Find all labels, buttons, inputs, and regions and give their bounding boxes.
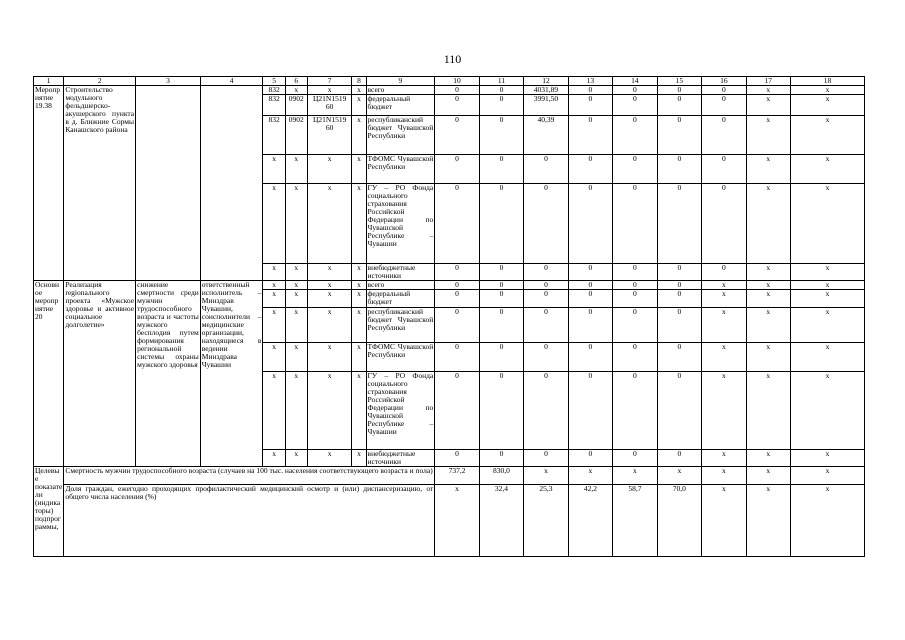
measure-responsible: [200, 86, 263, 281]
year-value: 0: [524, 343, 568, 372]
year-value: 0: [568, 450, 612, 467]
indicators-label: Целевые показатели (индикаторы) подпрограммы,: [34, 467, 64, 557]
year-value: x: [702, 281, 746, 290]
year-value: x: [791, 290, 865, 308]
indicator-value: 42,2: [568, 485, 612, 557]
year-value: 0: [613, 184, 657, 264]
year-value: 0: [568, 155, 612, 184]
target-article-code: x: [307, 290, 351, 308]
column-number-8: 8: [352, 77, 366, 86]
year-value: x: [791, 343, 865, 372]
column-number-row: [34, 77, 865, 86]
year-value: x: [791, 264, 865, 281]
year-value: 0: [702, 264, 746, 281]
expense-type-code: x: [352, 343, 366, 372]
section-code: 0902: [285, 116, 307, 155]
year-value: 0: [479, 116, 523, 155]
year-value: x: [702, 372, 746, 450]
year-value: 0: [435, 281, 479, 290]
year-value: 0: [524, 264, 568, 281]
year-value: 0: [613, 450, 657, 467]
column-number-6: 6: [285, 77, 307, 86]
column-number-11: 11: [479, 77, 523, 86]
year-value: 0: [613, 155, 657, 184]
year-value: 0: [568, 290, 612, 308]
year-value: 0: [568, 308, 612, 343]
year-value: x: [746, 450, 790, 467]
section-code: x: [285, 290, 307, 308]
year-value: 0: [435, 95, 479, 116]
year-value: x: [746, 95, 790, 116]
year-value: 0: [613, 86, 657, 95]
section-code: x: [285, 308, 307, 343]
grbs-code: x: [263, 184, 285, 264]
target-article-code: x: [307, 281, 351, 290]
indicator-text: Доля граждан, ежегодно проходящих профилактический медицинский осмотр и (или) диспансеризацию, от общего числа населения (%): [64, 485, 435, 557]
year-value: 0: [657, 450, 701, 467]
indicator-value: x: [791, 467, 865, 485]
year-value: 3991,50: [524, 95, 568, 116]
column-number-5: 5: [263, 77, 285, 86]
target-article-code: x: [307, 308, 351, 343]
target-article-code: x: [307, 450, 351, 467]
column-number-15: 15: [657, 77, 701, 86]
indicator-value: x: [657, 467, 701, 485]
grbs-code: 832: [263, 95, 285, 116]
column-number-2: 2: [64, 77, 136, 86]
measure-name: Реализация regionального проекта «Мужское здоровье и активное социальное долголетие»: [64, 281, 136, 467]
year-value: 0: [435, 116, 479, 155]
indicator-value: 70,0: [657, 485, 701, 557]
measure-label: Мероприятие 19.38: [34, 86, 64, 281]
year-value: 40,39: [524, 116, 568, 155]
indicator-row: [34, 485, 865, 557]
expense-type-code: x: [352, 155, 366, 184]
year-value: 0: [435, 264, 479, 281]
year-value: x: [746, 308, 790, 343]
year-value: 0: [568, 281, 612, 290]
target-article-code: x: [307, 372, 351, 450]
year-value: 0: [479, 95, 523, 116]
year-value: x: [791, 155, 865, 184]
expense-type-code: x: [352, 264, 366, 281]
year-value: 0: [613, 281, 657, 290]
year-value: 0: [613, 95, 657, 116]
target-article-code: x: [307, 343, 351, 372]
expense-type-code: x: [352, 372, 366, 450]
year-value: 0: [568, 343, 612, 372]
measure-name: Строительство модульного фельдшерско-акушерского пункта в д. Ближние Сормы Канашского района: [64, 86, 136, 281]
funding-source: ГУ – РО Фонда социального страхования Российской Федерации по Чувашской Республике – Чувашии: [366, 372, 435, 450]
year-value: x: [702, 343, 746, 372]
column-number-16: 16: [702, 77, 746, 86]
indicator-value: x: [746, 485, 790, 557]
indicator-value: x: [702, 467, 746, 485]
year-value: 0: [524, 450, 568, 467]
grbs-code: x: [263, 290, 285, 308]
indicator-value: 32,4: [479, 485, 523, 557]
year-value: 0: [568, 86, 612, 95]
indicator-value: x: [568, 467, 612, 485]
page-number: 110: [443, 52, 462, 66]
section-code: x: [285, 281, 307, 290]
expense-type-code: x: [352, 86, 366, 95]
section-code: x: [285, 343, 307, 372]
target-article-code: x: [307, 86, 351, 95]
column-number-14: 14: [613, 77, 657, 86]
year-value: 0: [657, 290, 701, 308]
indicator-value: x: [746, 467, 790, 485]
table-row: [34, 86, 865, 95]
year-value: x: [702, 290, 746, 308]
funding-source: всего: [366, 86, 435, 95]
indicator-value: x: [524, 467, 568, 485]
year-value: x: [791, 281, 865, 290]
year-value: 0: [657, 184, 701, 264]
funding-source: республиканский бюджет Чувашской Республики: [366, 116, 435, 155]
grbs-code: x: [263, 281, 285, 290]
year-value: 0: [524, 372, 568, 450]
year-value: 0: [524, 184, 568, 264]
year-value: 0: [435, 343, 479, 372]
indicator-text: Смертность мужчин трудоспособного возраста (случаев на 100 тыс. населения соответствующего возраста и пола): [64, 467, 435, 485]
section-code: x: [285, 450, 307, 467]
year-value: 0: [657, 343, 701, 372]
funding-source: республиканский бюджет Чувашской Республики: [366, 308, 435, 343]
year-value: 0: [568, 184, 612, 264]
indicator-value: x: [613, 467, 657, 485]
year-value: x: [746, 290, 790, 308]
year-value: x: [746, 86, 790, 95]
year-value: 0: [524, 290, 568, 308]
year-value: 0: [702, 86, 746, 95]
target-article-code: Ц21N1519 60: [307, 116, 351, 155]
indicator-value: x: [435, 485, 479, 557]
grbs-code: x: [263, 450, 285, 467]
funding-source: ТФОМС Чувашской Республики: [366, 155, 435, 184]
funding-source: ТФОМС Чувашской Республики: [366, 343, 435, 372]
target-article-code: x: [307, 184, 351, 264]
grbs-code: x: [263, 264, 285, 281]
grbs-code: 832: [263, 116, 285, 155]
year-value: 0: [435, 372, 479, 450]
year-value: 0: [479, 184, 523, 264]
measure-responsible: ответственный исполнитель – Минздрав Чувашии, соисполнители – медицинские организации, находящиеся в ведении Минздрава Чувашии: [200, 281, 263, 467]
section-code: 0902: [285, 95, 307, 116]
year-value: x: [791, 308, 865, 343]
expense-type-code: x: [352, 308, 366, 343]
measure-target: снижение смертности среди мужчин трудоспособного возраста и частоты мужского бесплодия путем формирования региональной системы охраны мужского здоровья: [136, 281, 201, 467]
year-value: x: [791, 184, 865, 264]
funding-source: всего: [366, 281, 435, 290]
grbs-code: x: [263, 155, 285, 184]
indicator-row: [34, 467, 865, 485]
year-value: 0: [479, 343, 523, 372]
year-value: 0: [479, 155, 523, 184]
column-number-18: 18: [791, 77, 865, 86]
year-value: 0: [479, 372, 523, 450]
expense-type-code: x: [352, 95, 366, 116]
program-budget-table: [33, 76, 865, 557]
section-code: x: [285, 86, 307, 95]
year-value: 0: [613, 343, 657, 372]
expense-type-code: x: [352, 184, 366, 264]
year-value: 0: [702, 95, 746, 116]
year-value: 0: [657, 372, 701, 450]
section-code: x: [285, 264, 307, 281]
year-value: 4031,89: [524, 86, 568, 95]
year-value: 0: [702, 184, 746, 264]
indicator-value: x: [702, 485, 746, 557]
year-value: x: [746, 343, 790, 372]
target-article-code: Ц21N1519 60: [307, 95, 351, 116]
year-value: 0: [435, 308, 479, 343]
target-article-code: x: [307, 155, 351, 184]
year-value: x: [746, 155, 790, 184]
section-code: x: [285, 155, 307, 184]
year-value: 0: [613, 290, 657, 308]
table-body: [34, 77, 865, 557]
column-number-4: 4: [200, 77, 263, 86]
year-value: 0: [479, 308, 523, 343]
year-value: 0: [435, 184, 479, 264]
year-value: 0: [435, 155, 479, 184]
year-value: x: [746, 281, 790, 290]
year-value: 0: [524, 308, 568, 343]
year-value: 0: [657, 308, 701, 343]
year-value: 0: [568, 116, 612, 155]
year-value: 0: [702, 116, 746, 155]
year-value: 0: [568, 95, 612, 116]
indicator-value: x: [791, 485, 865, 557]
column-number-3: 3: [136, 77, 201, 86]
column-number-1: 1: [34, 77, 64, 86]
year-value: 0: [613, 264, 657, 281]
column-number-7: 7: [307, 77, 351, 86]
column-number-9: 9: [366, 77, 435, 86]
year-value: 0: [657, 116, 701, 155]
year-value: x: [791, 372, 865, 450]
year-value: 0: [702, 155, 746, 184]
column-number-13: 13: [568, 77, 612, 86]
section-code: x: [285, 372, 307, 450]
year-value: 0: [613, 372, 657, 450]
year-value: 0: [568, 372, 612, 450]
grbs-code: 832: [263, 86, 285, 95]
year-value: 0: [435, 86, 479, 95]
year-value: x: [702, 450, 746, 467]
year-value: 0: [435, 290, 479, 308]
measure-label: Основное мероприятие 20: [34, 281, 64, 467]
section-code: x: [285, 184, 307, 264]
expense-type-code: x: [352, 116, 366, 155]
year-value: 0: [657, 281, 701, 290]
indicator-value: 25,3: [524, 485, 568, 557]
expense-type-code: x: [352, 281, 366, 290]
column-number-17: 17: [746, 77, 790, 86]
table-row: [34, 281, 865, 290]
year-value: x: [791, 95, 865, 116]
column-number-10: 10: [435, 77, 479, 86]
year-value: 0: [657, 95, 701, 116]
year-value: 0: [524, 281, 568, 290]
funding-source: внебюджетные источники: [366, 264, 435, 281]
year-value: 0: [657, 86, 701, 95]
year-value: x: [791, 450, 865, 467]
year-value: 0: [613, 116, 657, 155]
column-number-12: 12: [524, 77, 568, 86]
year-value: 0: [435, 450, 479, 467]
measure-target: [136, 86, 201, 281]
indicator-value: 58,7: [613, 485, 657, 557]
year-value: 0: [657, 264, 701, 281]
grbs-code: x: [263, 308, 285, 343]
funding-source: внебюджетные источники: [366, 450, 435, 467]
year-value: x: [746, 372, 790, 450]
year-value: 0: [479, 290, 523, 308]
year-value: x: [702, 308, 746, 343]
year-value: 0: [568, 264, 612, 281]
grbs-code: x: [263, 372, 285, 450]
year-value: x: [746, 184, 790, 264]
year-value: 0: [479, 86, 523, 95]
year-value: 0: [479, 264, 523, 281]
target-article-code: x: [307, 264, 351, 281]
year-value: x: [746, 116, 790, 155]
indicator-value: 830,0: [479, 467, 523, 485]
year-value: 0: [524, 155, 568, 184]
year-value: x: [791, 116, 865, 155]
funding-source: федеральный бюджет: [366, 95, 435, 116]
year-value: x: [791, 86, 865, 95]
year-value: x: [746, 264, 790, 281]
indicator-value: 737,2: [435, 467, 479, 485]
funding-source: ГУ – РО Фонда социального страхования Российской Федерации по Чувашской Республике – Чувашии: [366, 184, 435, 264]
year-value: 0: [657, 155, 701, 184]
expense-type-code: x: [352, 450, 366, 467]
funding-source: федеральный бюджет: [366, 290, 435, 308]
year-value: 0: [479, 281, 523, 290]
expense-type-code: x: [352, 290, 366, 308]
grbs-code: x: [263, 343, 285, 372]
year-value: 0: [479, 450, 523, 467]
year-value: 0: [613, 308, 657, 343]
